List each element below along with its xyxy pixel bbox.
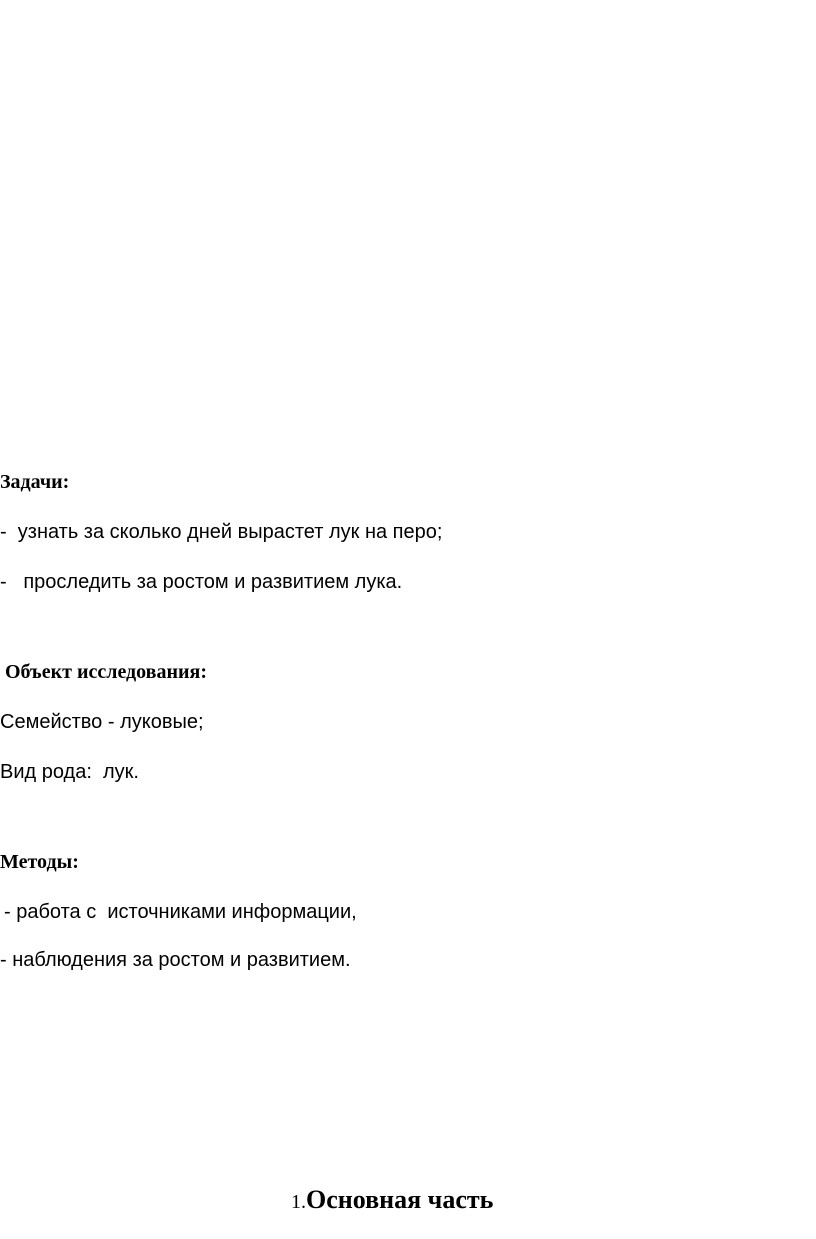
object-genus-text: Вид рода: лук.: [0, 761, 139, 783]
object-family-text: Семейство - луковые;: [0, 711, 204, 733]
method-item: - работа с источниками информации,: [4, 901, 357, 923]
section-title: [291, 1184, 493, 1220]
task-item: - проследить за ростом и развитием лука.: [0, 571, 403, 593]
method-item: - наблюдения за ростом и развитием.: [0, 949, 351, 971]
methods-heading: Методы:: [0, 851, 79, 873]
section-label: Основная часть: [306, 1185, 494, 1214]
tasks-heading: Задачи:: [0, 471, 70, 493]
section-number: 1.: [291, 1191, 306, 1213]
object-heading: Объект исследования:: [5, 661, 208, 683]
task-item: - узнать за сколько дней вырастет лук на перо;: [0, 521, 443, 543]
